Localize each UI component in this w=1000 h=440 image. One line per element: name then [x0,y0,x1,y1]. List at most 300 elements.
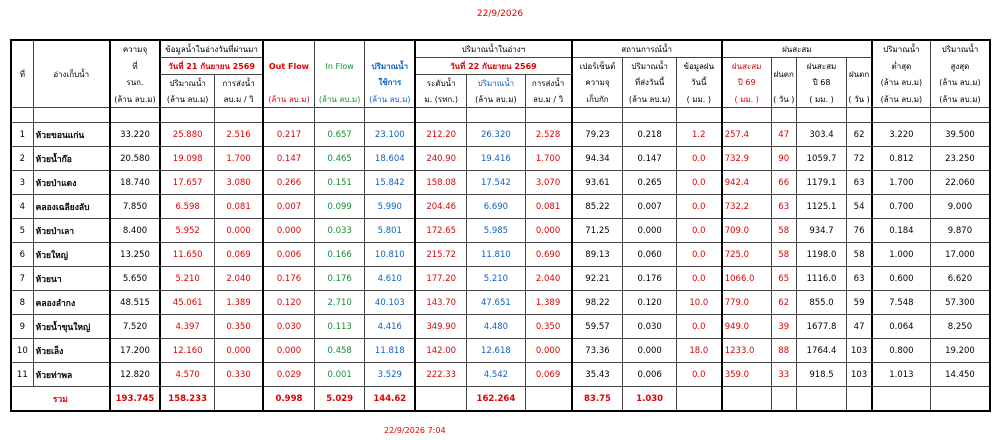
rain-today: 0.0 [676,171,721,195]
header-status-group: สถานการณ์น้ำ [572,40,722,58]
water-level: 240.90 [415,147,466,171]
rain-days-2569: 88 [771,339,796,363]
capacity-percent: 73.36 [572,339,623,363]
rain-2569: 1233.0 [722,339,771,363]
inflow-value: 0.458 [314,339,364,363]
today-release: 0.081 [525,195,571,219]
outflow-value: 0.147 [263,147,314,171]
inflow-value: 0.176 [314,267,364,291]
today-release: 3.070 [525,171,571,195]
outflow-value: 0.006 [263,243,314,267]
rain-days-2569: 90 [771,147,796,171]
today-volume: 17.542 [467,171,525,195]
header-raindays69-unit: ( วัน ) [771,91,796,108]
rain-today: 0.0 [676,267,721,291]
outflow-value: 0.007 [263,195,314,219]
outflow-value: 0.217 [263,123,314,147]
header-percent-1: เปอร์เซ็นต์ [572,58,623,75]
rain-days-2568: 103 [847,363,872,387]
yesterday-volume: 17.657 [160,171,214,195]
today-release: 0.000 [525,339,571,363]
row-number: 9 [11,315,33,339]
header-inflow-title: In Flow [314,58,364,75]
rain-days-2568: 72 [847,147,872,171]
reservoir-name: ห้วยท่าพล [33,363,110,387]
row-number: 6 [11,243,33,267]
total-row [11,387,990,412]
water-level: 349.90 [415,315,466,339]
header-usable-unit: (ล้าน ลบ.ม) [365,91,415,108]
header-max-2: สูงสุด [930,58,990,75]
outflow-value: 0.030 [263,315,314,339]
total-capacity-value: 193.745 [110,387,160,412]
today-volume: 47.651 [467,291,525,315]
yesterday-volume: 25.880 [160,123,214,147]
max-volume: 17.000 [930,243,990,267]
capacity-value: 7.520 [110,315,160,339]
rain-days-2568: 59 [847,291,872,315]
header-min-3: (ล้าน ลบ.ม) [872,75,930,92]
capacity-percent: 89.13 [572,243,623,267]
rain-today: 10.0 [676,291,721,315]
capacity-value: 20.580 [110,147,160,171]
rain-today: 1.2 [676,123,721,147]
row-number: 4 [11,195,33,219]
today-volume: 19.416 [467,147,525,171]
inflow-value: 0.001 [314,363,364,387]
yesterday-release: 0.081 [215,195,263,219]
capacity-value: 12.820 [110,363,160,387]
max-volume: 9.000 [930,195,990,219]
rain-days-2569: 63 [771,195,796,219]
water-level: 142.00 [415,339,466,363]
header-usable-blank [365,40,415,58]
rain-2569: 732.9 [722,147,771,171]
today-release: 2.040 [525,267,571,291]
header-capacity-4: (ล้าน ลบ.ม) [110,91,160,108]
rain-today: 0.0 [676,363,721,387]
today-release: 1.700 [525,147,571,171]
header-raindays69-1: ฝนตก [771,58,796,92]
row-number: 5 [11,219,33,243]
rain-days-2568: 62 [847,123,872,147]
header-yesterday-date: วันที่ 21 กันยายน 2569 [160,58,263,75]
header-rain69-2: ปี 69 [722,75,771,92]
rain-days-2569: 47 [771,123,796,147]
yesterday-volume: 45.061 [160,291,214,315]
rain-days-2569: 39 [771,315,796,339]
rain-2568: 303.4 [796,123,846,147]
header-used-unit: (ล้าน ลบ.ม) [623,91,676,108]
min-volume: 1.013 [872,363,930,387]
yesterday-release: 0.000 [215,219,263,243]
min-volume: 0.700 [872,195,930,219]
capacity-percent: 85.22 [572,195,623,219]
today-volume: 11.810 [467,243,525,267]
released-today: 0.120 [623,291,676,315]
capacity-percent: 94.34 [572,147,623,171]
released-today: 0.176 [623,267,676,291]
inflow-value: 0.465 [314,147,364,171]
rain-days-2569: 58 [771,243,796,267]
outflow-value: 0.000 [263,219,314,243]
released-today: 0.007 [623,195,676,219]
header-min-2: ต่ำสุด [872,58,930,75]
table-row [11,363,990,387]
today-release: 0.350 [525,315,571,339]
yesterday-volume: 5.210 [160,267,214,291]
header-capacity-1: ความจุ [110,40,160,58]
capacity-value: 33.220 [110,123,160,147]
inflow-value: 0.151 [314,171,364,195]
today-release: 0.000 [525,219,571,243]
capacity-value: 5.650 [110,267,160,291]
yesterday-release: 0.000 [215,339,263,363]
table-row [11,147,990,171]
released-today: 0.147 [623,147,676,171]
header-rain68-2: ปี 68 [796,75,846,92]
report-timestamp: 22/9/2026 7:04 [384,426,446,435]
rain-days-2569: 65 [771,267,796,291]
header-rain-today-unit: ( มม. ) [676,91,721,108]
yesterday-release: 1.700 [215,147,263,171]
table-row [11,315,990,339]
water-level: 158.08 [415,171,466,195]
min-volume: 0.184 [872,219,930,243]
header-today-release-unit: ลบ.ม / วิ [525,91,571,108]
usable-volume: 4.610 [365,267,415,291]
reservoir-name: ห้วยขอนแก่น [33,123,110,147]
rain-2569: 257.4 [722,123,771,147]
rain-2568: 1059.7 [796,147,846,171]
row-number: 8 [11,291,33,315]
today-volume: 26.320 [467,123,525,147]
rain-2569: 359.0 [722,363,771,387]
row-number: 3 [11,171,33,195]
usable-volume: 15.842 [365,171,415,195]
header-today-group: ปริมาณน้ำในอ่างฯ [415,40,571,58]
header-release-2: ลบ.ม / วิ [215,91,263,108]
reservoir-name: คลองเฉลียงลับ [33,195,110,219]
capacity-percent: 79.23 [572,123,623,147]
header-rain-today-1: ข้อมูลฝน [676,58,721,75]
yesterday-release: 0.069 [215,243,263,267]
rain-today: 18.0 [676,339,721,363]
max-volume: 6.620 [930,267,990,291]
table-row [11,195,990,219]
usable-volume: 5.990 [365,195,415,219]
today-release: 0.690 [525,243,571,267]
yesterday-release: 0.330 [215,363,263,387]
today-release: 0.069 [525,363,571,387]
rain-days-2568: 76 [847,219,872,243]
reservoir-name: ห้วยนา [33,267,110,291]
total-empty-cell [215,387,263,412]
header-rain-group: ฝนสะสม [722,40,872,58]
reservoir-name: คลองลำกง [33,291,110,315]
table-row [11,123,990,147]
row-number: 2 [11,147,33,171]
rain-2569: 725.0 [722,243,771,267]
table-row [11,267,990,291]
inflow-value: 0.166 [314,243,364,267]
min-volume: 0.800 [872,339,930,363]
rain-2568: 1125.1 [796,195,846,219]
rain-today: 0.0 [676,147,721,171]
header-used-1: ปริมาณน้ำ [623,58,676,75]
total-today-volume: 162.264 [467,387,525,412]
water-level: 204.46 [415,195,466,219]
capacity-value: 8.400 [110,219,160,243]
capacity-percent: 71.25 [572,219,623,243]
yesterday-release: 2.516 [215,123,263,147]
water-level: 172.65 [415,219,466,243]
total-yesterday-volume: 158.233 [160,387,214,412]
min-volume: 1.700 [872,171,930,195]
header-min-unit: (ล้าน ลบ.ม) [872,91,930,108]
header-rain-today-2: วันนี้ [676,75,721,92]
today-volume: 6.690 [467,195,525,219]
released-today: 0.265 [623,171,676,195]
min-volume: 0.812 [872,147,930,171]
yesterday-volume: 4.570 [160,363,214,387]
inflow-value: 0.033 [314,219,364,243]
header-yesterday-group: ข้อมูลน้ำในอ่างวันที่ผ่านมา [160,40,263,58]
header-rain68-1: ฝนสะสม [796,58,846,75]
header-capacity-3: รนก. [110,75,160,92]
max-volume: 22.060 [930,171,990,195]
rain-days-2568: 63 [847,267,872,291]
reservoir-name: ห้วยป่าเลา [33,219,110,243]
max-volume: 23.250 [930,147,990,171]
row-number: 10 [11,339,33,363]
max-volume: 57.300 [930,291,990,315]
row-number: 7 [11,267,33,291]
capacity-value: 17.200 [110,339,160,363]
usable-volume: 40.103 [365,291,415,315]
header-percent-2: ความจุ [572,75,623,92]
header-inflow-unit: (ล้าน ลบ.ม) [314,91,364,108]
table-row [11,339,990,363]
header-today-volume-unit: (ล้าน ลบ.ม) [467,91,525,108]
reservoir-name: ห้วยเล็ง [33,339,110,363]
capacity-value: 13.250 [110,243,160,267]
reservoir-name: ห้วยน้ำขุนใหญ่ [33,315,110,339]
usable-volume: 3.529 [365,363,415,387]
total-empty-cell [676,387,721,412]
rain-2568: 1677.8 [796,315,846,339]
reservoir-name: ห้วยป่าแดง [33,171,110,195]
max-volume: 8.250 [930,315,990,339]
reservoir-name: ห้วยใหญ่ [33,243,110,267]
yesterday-volume: 19.098 [160,147,214,171]
table-row [11,219,990,243]
yesterday-volume: 4.397 [160,315,214,339]
total-empty-cell [796,387,846,412]
today-release: 1.389 [525,291,571,315]
header-inflow-blank-2 [314,75,364,92]
header-raindays68-unit: ( วัน ) [847,91,872,108]
total-inflow-value: 5.029 [314,387,364,412]
water-level: 222.33 [415,363,466,387]
header-max-unit: (ล้าน ลบ.ม) [930,91,990,108]
header-percent-3: เก็บกัก [572,91,623,108]
header-rain68-unit: ( มม. ) [796,91,846,108]
header-today-date: วันที่ 22 กันยายน 2569 [415,58,571,75]
rain-2569: 949.0 [722,315,771,339]
reservoir-table [10,39,991,412]
water-level: 143.70 [415,291,466,315]
rain-2568: 1116.0 [796,267,846,291]
yesterday-release: 3.080 [215,171,263,195]
total-released-today: 1.030 [623,387,676,412]
outflow-value: 0.266 [263,171,314,195]
header-volume-1: ปริมาณน้ำ [160,75,214,92]
rain-days-2568: 58 [847,243,872,267]
header-rain69-unit: ( มม. ) [722,91,771,108]
total-empty-cell [525,387,571,412]
header-release-1: การส่งน้ำ [215,75,263,92]
capacity-value: 48.515 [110,291,160,315]
header-outflow-unit: (ล้าน ลบ.ม) [263,91,314,108]
row-number: 11 [11,363,33,387]
today-volume: 5.210 [467,267,525,291]
yesterday-release: 2.040 [215,267,263,291]
today-volume: 12.618 [467,339,525,363]
yesterday-volume: 11.650 [160,243,214,267]
inflow-value: 0.657 [314,123,364,147]
total-empty-cell [847,387,872,412]
usable-volume: 4.416 [365,315,415,339]
rain-days-2569: 62 [771,291,796,315]
yesterday-volume: 12.160 [160,339,214,363]
header-level-unit: ม. (รทก.) [415,91,466,108]
total-usable-volume: 144.62 [365,387,415,412]
total-empty-cell [930,387,990,412]
inflow-value: 0.099 [314,195,364,219]
outflow-value: 0.029 [263,363,314,387]
rain-2568: 1764.4 [796,339,846,363]
table-row [11,291,990,315]
rain-2569: 779.0 [722,291,771,315]
capacity-value: 18.740 [110,171,160,195]
rain-2568: 1179.1 [796,171,846,195]
max-volume: 39.500 [930,123,990,147]
total-empty-cell [722,387,771,412]
table-row [11,243,990,267]
header-capacity-2: ที่ [110,58,160,75]
min-volume: 0.064 [872,315,930,339]
capacity-percent: 59.57 [572,315,623,339]
rain-2569: 1066.0 [722,267,771,291]
capacity-percent: 98.22 [572,291,623,315]
rain-days-2568: 54 [847,195,872,219]
released-today: 0.060 [623,243,676,267]
rain-2569: 732.2 [722,195,771,219]
header-volume-2: (ล้าน ลบ.ม) [160,91,214,108]
header-raindays68-1: ฝนตก [847,58,872,92]
total-outflow-value: 0.998 [263,387,314,412]
yesterday-volume: 5.952 [160,219,214,243]
rain-2568: 855.0 [796,291,846,315]
report-date: 22/9/2026 [476,9,524,19]
usable-volume: 23.100 [365,123,415,147]
capacity-value: 7.850 [110,195,160,219]
min-volume: 3.220 [872,123,930,147]
rain-days-2569: 33 [771,363,796,387]
today-volume: 4.542 [467,363,525,387]
header-today-volume-1: ปริมาณน้ำ [467,75,525,92]
total-empty-cell [771,387,796,412]
header-usable-2: ใช้การ [365,75,415,92]
header-rain69-1: ฝนสะสม [722,58,771,75]
rain-today: 0.0 [676,243,721,267]
header-reservoir-name: อ่างเก็บน้ำ [33,40,110,108]
header-outflow-title: Out Flow [263,58,314,75]
usable-volume: 11.818 [365,339,415,363]
yesterday-release: 0.350 [215,315,263,339]
today-release: 2.528 [525,123,571,147]
header-max-3: (ล้าน ลบ.ม) [930,75,990,92]
outflow-value: 0.176 [263,267,314,291]
reservoir-name: ห้วยน้ำก๊อ [33,147,110,171]
min-volume: 0.600 [872,267,930,291]
rain-today: 0.0 [676,219,721,243]
header-used-2: ที่ส่งวันนี้ [623,75,676,92]
rain-days-2568: 47 [847,315,872,339]
rain-2569: 709.0 [722,219,771,243]
usable-volume: 5.801 [365,219,415,243]
rain-2569: 942.4 [722,171,771,195]
rain-days-2568: 63 [847,171,872,195]
capacity-percent: 93.61 [572,171,623,195]
today-volume: 5.985 [467,219,525,243]
rain-2568: 934.7 [796,219,846,243]
rain-2568: 918.5 [796,363,846,387]
inflow-value: 2.710 [314,291,364,315]
max-volume: 9.870 [930,219,990,243]
rain-today: 0.0 [676,195,721,219]
table-row [11,171,990,195]
total-empty-cell [415,387,466,412]
row-number: 1 [11,123,33,147]
rain-today: 0.0 [676,315,721,339]
usable-volume: 18.604 [365,147,415,171]
rain-2568: 1198.0 [796,243,846,267]
total-empty-cell [872,387,930,412]
spacer-row [11,108,990,123]
header-today-release-1: การส่งน้ำ [525,75,571,92]
min-volume: 7.548 [872,291,930,315]
inflow-value: 0.113 [314,315,364,339]
max-volume: 19.200 [930,339,990,363]
released-today: 0.030 [623,315,676,339]
today-volume: 4.480 [467,315,525,339]
outflow-value: 0.000 [263,339,314,363]
capacity-percent: 92.21 [572,267,623,291]
total-capacity-percent: 83.75 [572,387,623,412]
released-today: 0.218 [623,123,676,147]
max-volume: 14.450 [930,363,990,387]
yesterday-volume: 6.598 [160,195,214,219]
rain-days-2569: 58 [771,219,796,243]
header-outflow-blank [263,40,314,58]
header-max-1: ปริมาณน้ำ [930,40,990,58]
min-volume: 1.000 [872,243,930,267]
yesterday-release: 1.389 [215,291,263,315]
water-level: 177.20 [415,267,466,291]
header-level-1: ระดับน้ำ [415,75,466,92]
